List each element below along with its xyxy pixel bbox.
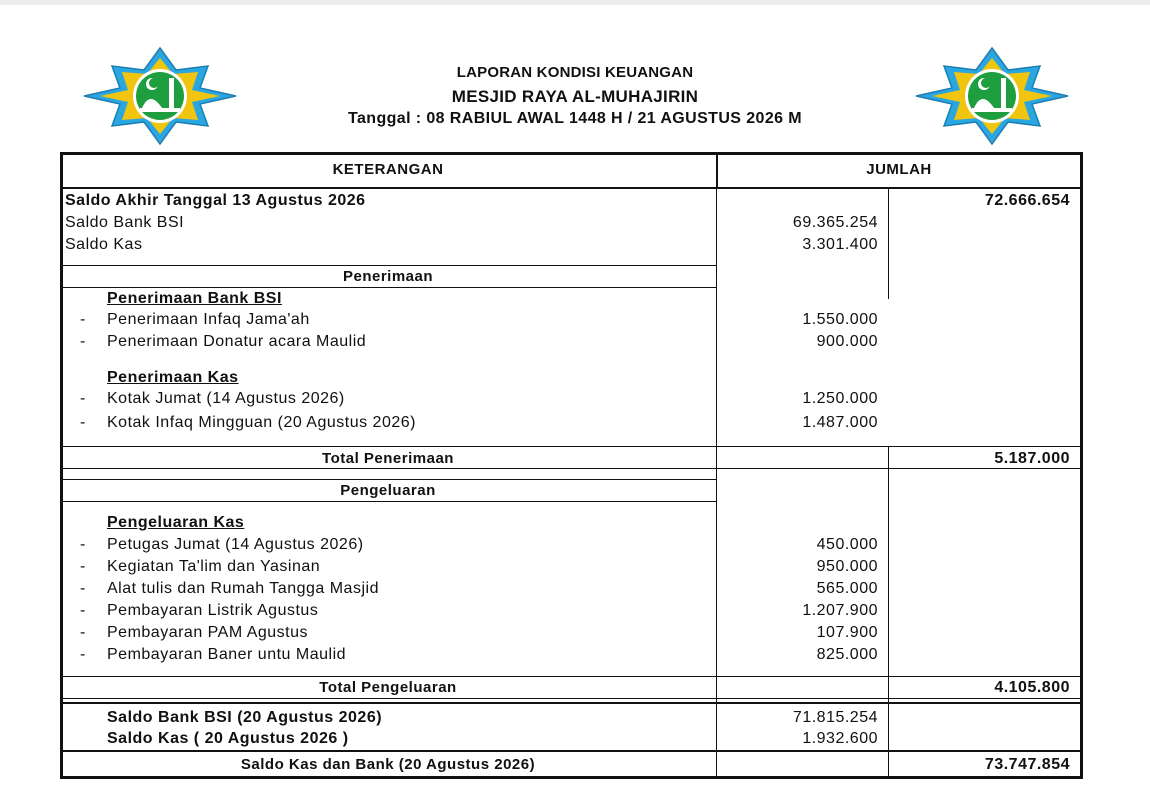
saldo-bank-label: Saldo Bank BSI (65, 214, 185, 231)
saldo-bank-value: 69.365.254 (792, 214, 878, 231)
total-pengeluaran-value: 4.105.800 (994, 679, 1070, 696)
list-item-value: 565.000 (816, 580, 878, 597)
header-divider (60, 187, 1083, 189)
list-item-value: 450.000 (816, 536, 878, 553)
list-dash: - (80, 311, 86, 328)
border-bottom (60, 776, 1083, 779)
total-pengeluaran-top (60, 676, 1083, 677)
col-divider-2a (888, 189, 889, 299)
list-item: Penerimaan Donatur acara Maulid (107, 333, 367, 350)
penerimaan-bank-heading: Penerimaan Bank BSI (107, 290, 282, 307)
list-item-value: 825.000 (816, 646, 878, 663)
grand-total-top-line (60, 750, 1083, 752)
list-dash: - (80, 580, 86, 597)
total-pengeluaran-label: Total Pengeluaran (319, 679, 457, 696)
penerimaan-top-line (60, 265, 717, 266)
list-dash: - (80, 624, 86, 641)
col-divider-2b (888, 446, 889, 779)
list-item: Alat tulis dan Rumah Tangga Masjid (107, 580, 379, 597)
pengeluaran-title: Pengeluaran (340, 482, 436, 499)
list-dash: - (80, 646, 86, 663)
list-item-value: 1.207.900 (802, 602, 878, 619)
list-item-value: 107.900 (816, 624, 878, 641)
saldo-akhir-total: 72.666.654 (984, 192, 1070, 209)
closing-kas-value: 1.932.600 (802, 730, 878, 747)
grand-total-label: Saldo Kas dan Bank (20 Agustus 2026) (240, 756, 536, 773)
report-date: Tanggal : 08 RABIUL AWAL 1448 H / 21 AGUSTUS 2026 M (347, 110, 802, 127)
border-right (1080, 152, 1083, 779)
penerimaan-kas-heading: Penerimaan Kas (107, 369, 239, 386)
pengeluaran-top-line (60, 479, 717, 480)
total-pengeluaran-bottom (60, 698, 1083, 699)
penerimaan-title: Penerimaan (342, 268, 434, 285)
list-item: Penerimaan Infaq Jama'ah (107, 311, 310, 328)
total-penerimaan-top (60, 446, 1083, 447)
saldo-kas-value: 3.301.400 (802, 236, 878, 253)
list-item-value: 1.487.000 (802, 414, 878, 431)
list-dash: - (80, 414, 86, 431)
list-dash: - (80, 602, 86, 619)
mosque-logo-right-icon (912, 46, 1072, 146)
list-item-value: 1.550.000 (802, 311, 878, 328)
mosque-name: MESJID RAYA AL-MUHAJIRIN (451, 87, 699, 106)
total-penerimaan-value: 5.187.000 (994, 450, 1070, 467)
col-keterangan: KETERANGAN (332, 161, 444, 178)
closing-kas-label: Saldo Kas ( 20 Agustus 2026 ) (107, 730, 349, 747)
pengeluaran-kas-heading: Pengeluaran Kas (107, 514, 245, 531)
mosque-logo-left-icon (80, 46, 240, 146)
list-item: Pembayaran Baner untu Maulid (107, 646, 347, 663)
list-dash: - (80, 536, 86, 553)
closing-bank-label: Saldo Bank BSI (20 Agustus 2026) (107, 709, 383, 726)
financial-table (60, 152, 1083, 779)
top-strip (0, 0, 1150, 5)
list-item: Kotak Jumat (14 Agustus 2026) (107, 390, 345, 407)
penerimaan-bottom-line (60, 287, 717, 288)
list-dash: - (80, 390, 86, 407)
closing-top-line (60, 702, 1083, 704)
list-item: Pembayaran Listrik Agustus (107, 602, 319, 619)
saldo-kas-label: Saldo Kas (65, 236, 143, 253)
grand-total-value: 73.747.854 (984, 756, 1070, 773)
list-item-value: 1.250.000 (802, 390, 878, 407)
border-top (60, 152, 1083, 155)
list-item: Pembayaran PAM Agustus (107, 624, 309, 641)
list-item-value: 950.000 (816, 558, 878, 575)
total-penerimaan-label: Total Penerimaan (322, 450, 454, 467)
saldo-akhir-label: Saldo Akhir Tanggal 13 Agustus 2026 (65, 192, 366, 209)
list-dash: - (80, 333, 86, 350)
closing-bank-value: 71.815.254 (792, 709, 878, 726)
list-item: Kegiatan Ta'lim dan Yasinan (107, 558, 321, 575)
pengeluaran-bottom-line (60, 501, 717, 502)
list-dash: - (80, 558, 86, 575)
list-item-value: 900.000 (816, 333, 878, 350)
col-divider-1 (716, 189, 717, 778)
report-title: LAPORAN KONDISI KEUANGAN (456, 64, 694, 81)
col-jumlah: JUMLAH (866, 161, 932, 178)
list-item: Kotak Infaq Mingguan (20 Agustus 2026) (107, 414, 416, 431)
list-item: Petugas Jumat (14 Agustus 2026) (107, 536, 364, 553)
